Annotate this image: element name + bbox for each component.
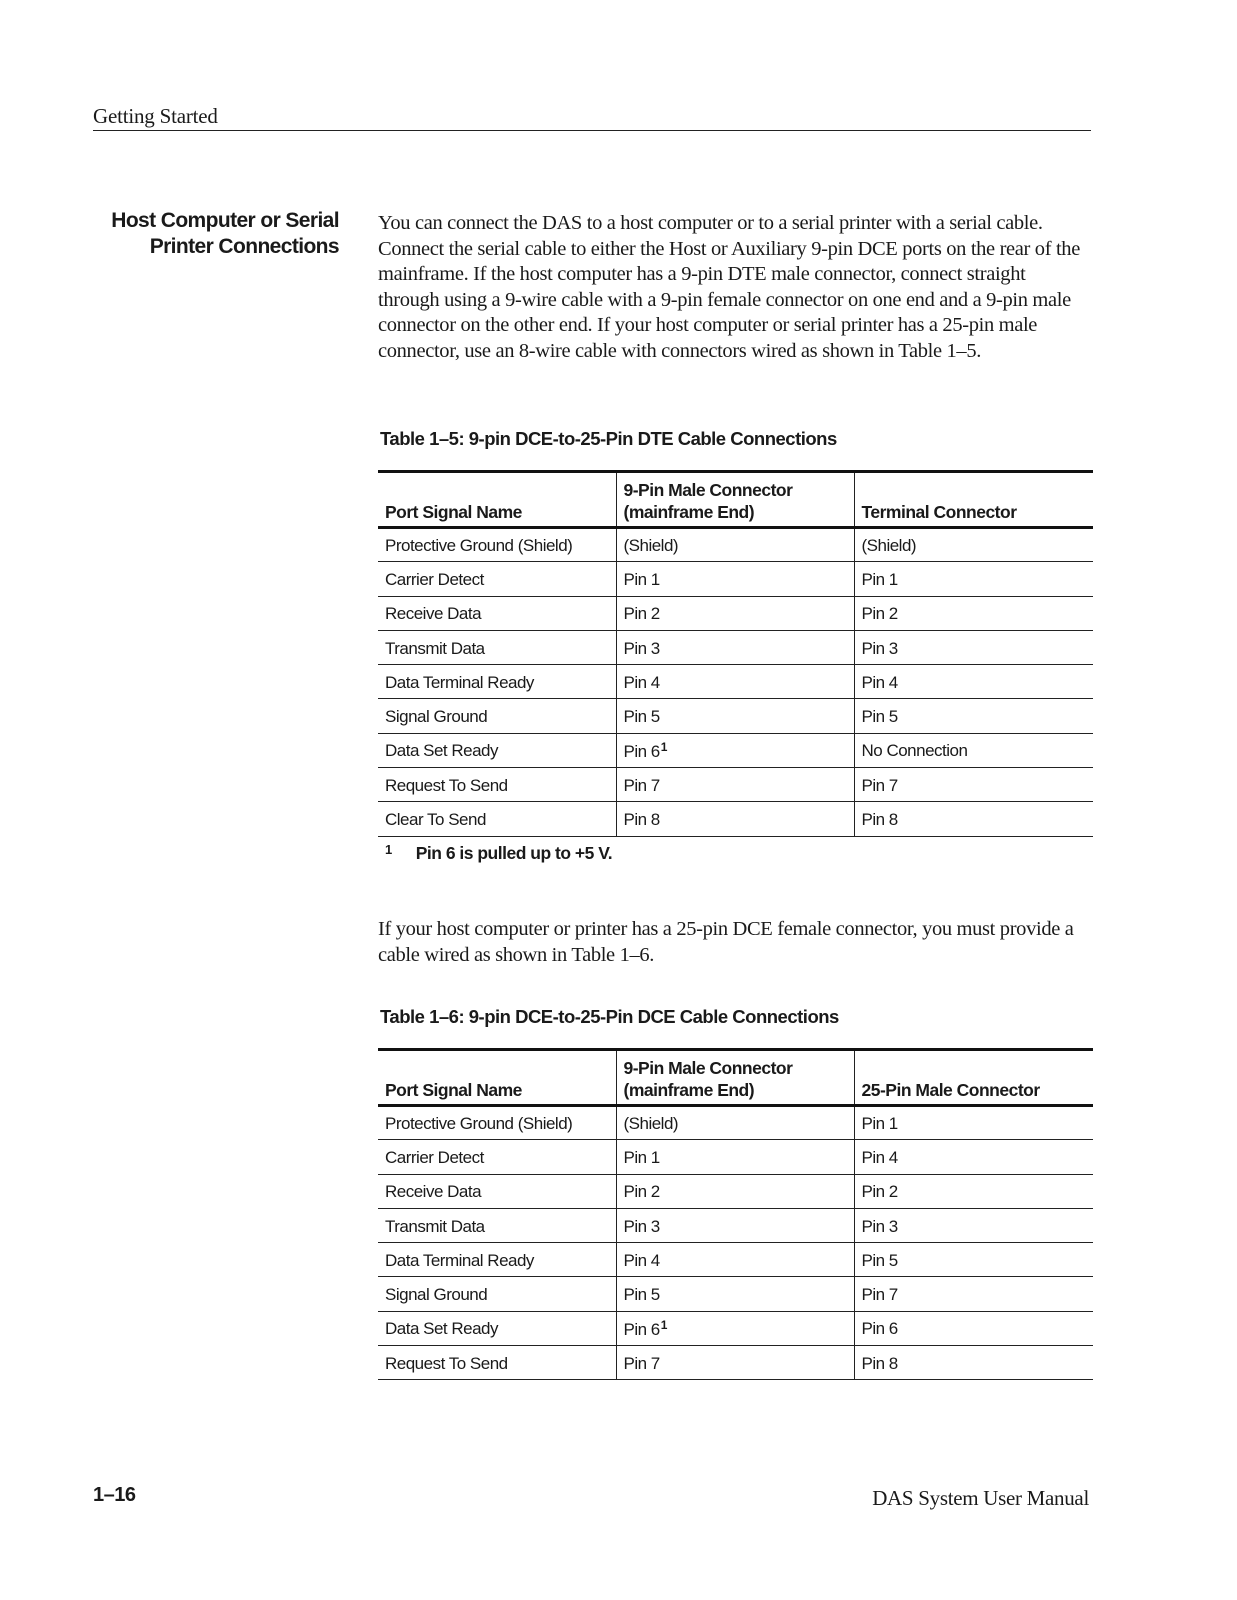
footnote-marker: 1 (660, 740, 667, 755)
table-cell: Pin 3 (616, 1208, 854, 1242)
table-cell: Data Terminal Ready (378, 1243, 616, 1277)
table2-caption: Table 1–6: 9-pin DCE-to-25-Pin DCE Cable Connections (380, 1006, 839, 1027)
table-cell: Pin 8 (854, 802, 1093, 836)
footnote-number: 1 (385, 842, 392, 857)
table2 (378, 1048, 1093, 1380)
table2-header-25pin: 25-Pin Male Connector (854, 1050, 1093, 1106)
header-rule (93, 130, 1091, 131)
table-cell: Pin 6 (854, 1311, 1093, 1345)
table-cell: Pin 7 (616, 768, 854, 802)
table-cell: Carrier Detect (378, 562, 616, 596)
table-row (378, 665, 1093, 699)
table-cell-value: Pin 6 (623, 742, 660, 762)
table-cell: Pin 2 (854, 1174, 1093, 1208)
table-row (378, 596, 1093, 630)
table-row (378, 1311, 1093, 1345)
table-cell: Pin 2 (616, 1174, 854, 1208)
table1-header-9pin-line1: 9-Pin Male Connector (623, 480, 793, 500)
table-row (378, 630, 1093, 664)
table-row (378, 562, 1093, 596)
table-cell: Pin 1 (616, 1140, 854, 1174)
table-cell: Pin 5 (616, 699, 854, 733)
table-cell: Pin 7 (854, 768, 1093, 802)
running-head: Getting Started (93, 104, 218, 128)
table-cell: Carrier Detect (378, 1140, 616, 1174)
table-cell: Transmit Data (378, 1208, 616, 1242)
table-row (378, 699, 1093, 733)
table-row (378, 1277, 1093, 1311)
table-cell: Pin 3 (616, 630, 854, 664)
table1 (378, 470, 1093, 837)
table-cell: Signal Ground (378, 1277, 616, 1311)
table-cell: Pin 7 (854, 1277, 1093, 1311)
table-cell: (Shield) (854, 528, 1093, 562)
table-cell: Pin 4 (854, 1140, 1093, 1174)
table2-header-9pin-line2: (mainframe End) (623, 1080, 755, 1100)
table-cell: Pin 8 (854, 1346, 1093, 1380)
table-cell: Signal Ground (378, 699, 616, 733)
table-cell: Pin 1 (616, 562, 854, 596)
table-cell: Pin 1 (854, 1106, 1093, 1140)
table2-header-9pin (616, 1050, 854, 1106)
page-number: 1–16 (93, 1484, 136, 1506)
table-cell: Pin 3 (854, 1208, 1093, 1242)
table1-caption: Table 1–5: 9-pin DCE-to-25-Pin DTE Cable Connections (380, 428, 837, 449)
table-cell: Pin 4 (854, 665, 1093, 699)
table-row (378, 1243, 1093, 1277)
table-cell: Request To Send (378, 768, 616, 802)
table-cell: Protective Ground (Shield) (378, 528, 616, 562)
table-row (378, 1208, 1093, 1242)
table-cell-with-footnote (616, 1311, 854, 1345)
table-cell: Data Set Ready (378, 1311, 616, 1345)
table2-header-row (378, 1050, 1093, 1106)
section-heading-line1: Host Computer or Serial (111, 209, 339, 232)
table-cell: Pin 4 (616, 1243, 854, 1277)
table-cell-value: Pin 6 (623, 1320, 660, 1340)
table-cell: Receive Data (378, 596, 616, 630)
table-row (378, 528, 1093, 562)
table1-header-terminal: Terminal Connector (854, 472, 1093, 528)
section-heading-line2: Printer Connections (149, 235, 339, 258)
table-cell: Pin 7 (616, 1346, 854, 1380)
table-row (378, 1346, 1093, 1380)
table-cell: Pin 5 (854, 1243, 1093, 1277)
table-cell: Data Terminal Ready (378, 665, 616, 699)
table2-header-port-signal: Port Signal Name (378, 1050, 616, 1106)
table-cell-with-footnote (616, 733, 854, 767)
table-cell: Pin 8 (616, 802, 854, 836)
table-cell: Receive Data (378, 1174, 616, 1208)
table-cell: Pin 2 (616, 596, 854, 630)
table-cell: Pin 5 (616, 1277, 854, 1311)
table-cell: Pin 2 (854, 596, 1093, 630)
table-cell: Clear To Send (378, 802, 616, 836)
table1-header-row (378, 472, 1093, 528)
table-row (378, 733, 1093, 767)
table-cell: Data Set Ready (378, 733, 616, 767)
table-row (378, 802, 1093, 836)
table-row (378, 1106, 1093, 1140)
table-cell: Protective Ground (Shield) (378, 1106, 616, 1140)
section-heading (93, 208, 339, 260)
table-cell: Pin 5 (854, 699, 1093, 733)
table-cell: Pin 3 (854, 630, 1093, 664)
table-cell: (Shield) (616, 1106, 854, 1140)
table-cell: Request To Send (378, 1346, 616, 1380)
table2-header-9pin-line1: 9-Pin Male Connector (623, 1058, 793, 1078)
table-cell: Pin 1 (854, 562, 1093, 596)
table1-header-9pin (616, 472, 854, 528)
table-row (378, 1174, 1093, 1208)
table-cell: Transmit Data (378, 630, 616, 664)
table-cell: (Shield) (616, 528, 854, 562)
table-cell: Pin 4 (616, 665, 854, 699)
manual-title: DAS System User Manual (872, 1486, 1089, 1510)
footnote-text: Pin 6 is pulled up to +5 V. (415, 843, 613, 863)
second-paragraph: If your host computer or printer has a 25-pin DCE female connector, you must provide a cable wired as shown in Table 1–6. (378, 918, 1074, 966)
table-cell: No Connection (854, 733, 1093, 767)
intro-paragraph: You can connect the DAS to a host computer or to a serial printer with a serial cable. Connect the serial cable to either the Host or Auxiliary 9-pin DCE ports on the rear of the mainframe. If the host computer has a 9-pin DTE male connector, connect straight through using a 9-wire cable with a 9-pin female connector on one end and a 9-pin male connector on the other end. If your host computer or serial printer has a 25-pin male connector, use an 8-wire cable with connectors wired as shown in Table 1–5. (378, 212, 1080, 362)
table1-header-9pin-line2: (mainframe End) (623, 502, 755, 522)
table1-header-port-signal: Port Signal Name (378, 472, 616, 528)
table-row (378, 768, 1093, 802)
table-row (378, 1140, 1093, 1174)
footnote-marker: 1 (660, 1318, 667, 1333)
table1-footnote (385, 842, 612, 864)
